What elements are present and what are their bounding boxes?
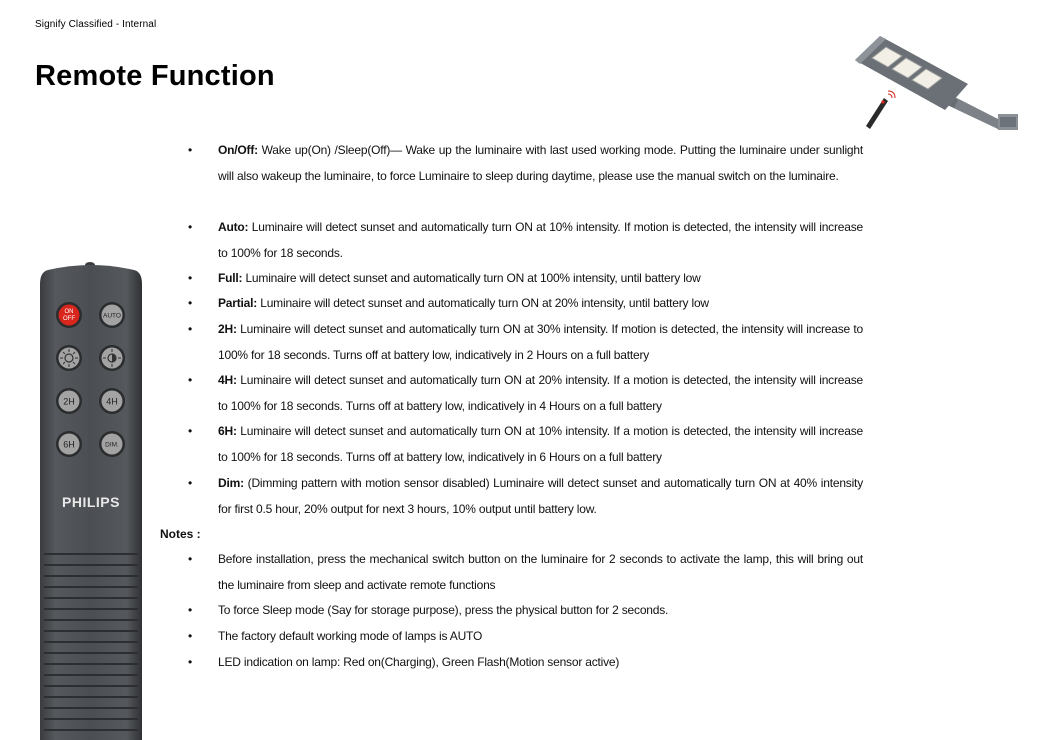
svg-text:AUTO: AUTO <box>103 312 121 320</box>
bullet: • <box>188 424 193 438</box>
page-title: Remote Function <box>35 60 275 92</box>
function-label: Partial: <box>218 296 258 310</box>
svg-text:ON: ON <box>64 309 74 315</box>
function-description: Luminaire will detect sunset and automatically turn ON at 20% intensity. If a motion is detected, the intensity will increase to 100% for 18 seconds. Turns off at battery low, indicatively in 4 Hours on a full battery <box>218 373 863 413</box>
bullet: • <box>188 629 193 643</box>
function-description: Luminaire will detect sunset and automatically turn ON at 10% intensity. If a motion is detected, the intensity will increase to 100% for 18 seconds. Turns off at battery low, indicatively in 6 Hours on a full battery <box>218 424 863 464</box>
svg-text:DIM.: DIM. <box>105 441 119 449</box>
function-label: 6H: <box>218 424 237 438</box>
list-item-text <box>218 215 863 266</box>
function-label: 2H: <box>218 322 237 336</box>
function-label: Auto: <box>218 220 249 234</box>
classification-label: Signify Classified - Internal <box>35 19 157 30</box>
bullet: • <box>188 143 193 157</box>
svg-text:6H: 6H <box>63 439 75 450</box>
bullet: • <box>188 552 193 566</box>
function-description: Luminaire will detect sunset and automatically turn ON at 100% intensity, until battery low <box>242 271 701 285</box>
function-label: On/Off: <box>218 143 258 157</box>
bullet: • <box>188 296 193 310</box>
list-item-text <box>218 471 863 522</box>
bullet: • <box>188 271 193 285</box>
list-item-text <box>218 291 863 317</box>
function-label: 4H: <box>218 373 237 387</box>
bullet: • <box>188 322 193 336</box>
function-description: (Dimming pattern with motion sensor disabled) Luminaire will detect sunset and automatically turn ON at 40% intensity for first 0.5 hour, 20% output for next 3 hours, 10% output until battery low. <box>218 476 863 516</box>
function-description: Luminaire will detect sunset and automatically turn ON at 30% intensity. If motion is detected, the intensity will increase to 100% for 18 seconds. Turns off at battery low, indicatively in 2 Hours on a full battery <box>218 322 863 362</box>
remote-brand-logo: PHILIPS <box>62 494 120 510</box>
note-text: To force Sleep mode (Say for storage purpose), press the physical button for 2 seconds. <box>218 603 669 617</box>
function-label: Dim: <box>218 476 244 490</box>
bullet: • <box>188 373 193 387</box>
note-text: LED indication on lamp: Red on(Charging), Green Flash(Motion sensor active) <box>218 655 620 669</box>
list-item-text <box>218 138 863 189</box>
bullet: • <box>188 220 193 234</box>
function-description: Wake up(On) /Sleep(Off)— Wake up the luminaire with last used working mode. Putting the luminaire under sunlight will also wakeup the luminaire, to force Luminaire to sleep during daytime, please use the manual switch on the luminaire. <box>218 143 863 183</box>
list-item-text <box>218 419 863 470</box>
function-label: Full: <box>218 271 243 285</box>
notes-heading: Notes : <box>160 527 201 541</box>
note-text: Before installation, press the mechanical switch button on the luminaire for 2 seconds to activate the lamp, this will bring out the luminaire from sleep and activate remote functions <box>218 552 863 592</box>
note-text: The factory default working mode of lamps is AUTO <box>218 629 483 643</box>
bullet: • <box>188 476 193 490</box>
list-item-text <box>218 317 863 368</box>
svg-text:4H: 4H <box>106 396 118 407</box>
bullet: • <box>188 603 193 617</box>
list-item-text <box>218 266 863 292</box>
list-item-text <box>218 368 863 419</box>
svg-text:2H: 2H <box>63 396 75 407</box>
function-description: Luminaire will detect sunset and automatically turn ON at 20% intensity, until battery low <box>257 296 709 310</box>
bullet: • <box>188 655 193 669</box>
svg-text:OFF: OFF <box>63 316 75 322</box>
function-description: Luminaire will detect sunset and automatically turn ON at 10% intensity. If motion is detected, the intensity will increase to 100% for 18 seconds. <box>218 220 863 260</box>
